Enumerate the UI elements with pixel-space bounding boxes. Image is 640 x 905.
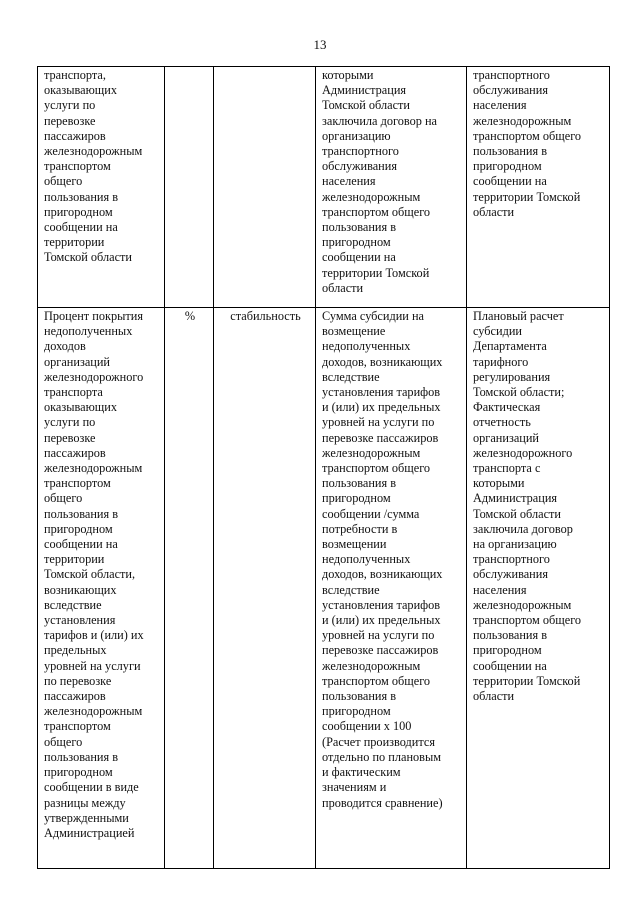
- source-text: транспортного обслуживания населения железнодорожным транспортом общего пользования в пригородном сообщении на территории Томской области: [473, 68, 582, 219]
- indicator-cell: [38, 67, 165, 308]
- page-number: 13: [313, 37, 327, 52]
- table-row: [38, 67, 610, 308]
- trend-cell: [214, 308, 316, 869]
- unit-cell: [165, 308, 214, 869]
- indicator-text: транспорта, оказывающих услуги по перевозке пассажиров железнодорожным транспортом общего пользования в пригородном сообщении на территории Томской области: [44, 68, 143, 265]
- indicators-table: [37, 66, 610, 869]
- trend-text: стабильность: [230, 309, 301, 323]
- source-text: Плановый расчет субсидии Департамента тарифного регулирования Томской области; Фактическая отчетность организаций железнодорожного транспорта с которыми Администрация Томской области заключила договор на организацию транспортного обслуживания населения железнодорожным транспортом общего пользования в пригородном сообщении на территории Томской области: [473, 309, 582, 704]
- indicator-text: Процент покрытия недополученных доходов организаций железнодорожного транспорта оказывающих услуги по перевозке пассажиров железнодорожным транспортом общего пользования в пригородном сообщении на территории Томской области, возникающих вследствие установления тарифов и (или) их предельных уровней на услуги по перевозке пассажиров железнодорожным транспортом общего пользования в пригородном сообщении в виде разницы между утвержденными Администрацией: [44, 309, 144, 840]
- unit-text: %: [184, 309, 196, 323]
- indicator-cell: [38, 308, 165, 869]
- trend-cell: [214, 67, 316, 308]
- table-row: [38, 308, 610, 869]
- formula-text: Сумма субсидии на возмещение недополученных доходов, возникающих вследствие установления тарифов и (или) их предельных уровней на услуги по перевозке пассажиров железнодорожным транспортом общего пользования в пригородном сообщении /сумма потребности в возмещении недополученных доходов, возникающих вследствие установления тарифов и (или) их предельных уровней на услуги по перевозке пассажиров железнодорожным транспортом общего пользования в пригородном сообщении x 100 (Расчет производится отдельно по плановым и фактическим значениям и проводится сравнение): [322, 309, 443, 810]
- formula-text: которыми Администрация Томской области заключила договор на организацию транспортного обслуживания населения железнодорожным транспортом общего пользования в пригородном сообщении на территории Томской области: [322, 68, 438, 295]
- source-cell: [467, 308, 610, 869]
- formula-cell: [316, 67, 467, 308]
- formula-cell: [316, 308, 467, 869]
- unit-cell: [165, 67, 214, 308]
- source-cell: [467, 67, 610, 308]
